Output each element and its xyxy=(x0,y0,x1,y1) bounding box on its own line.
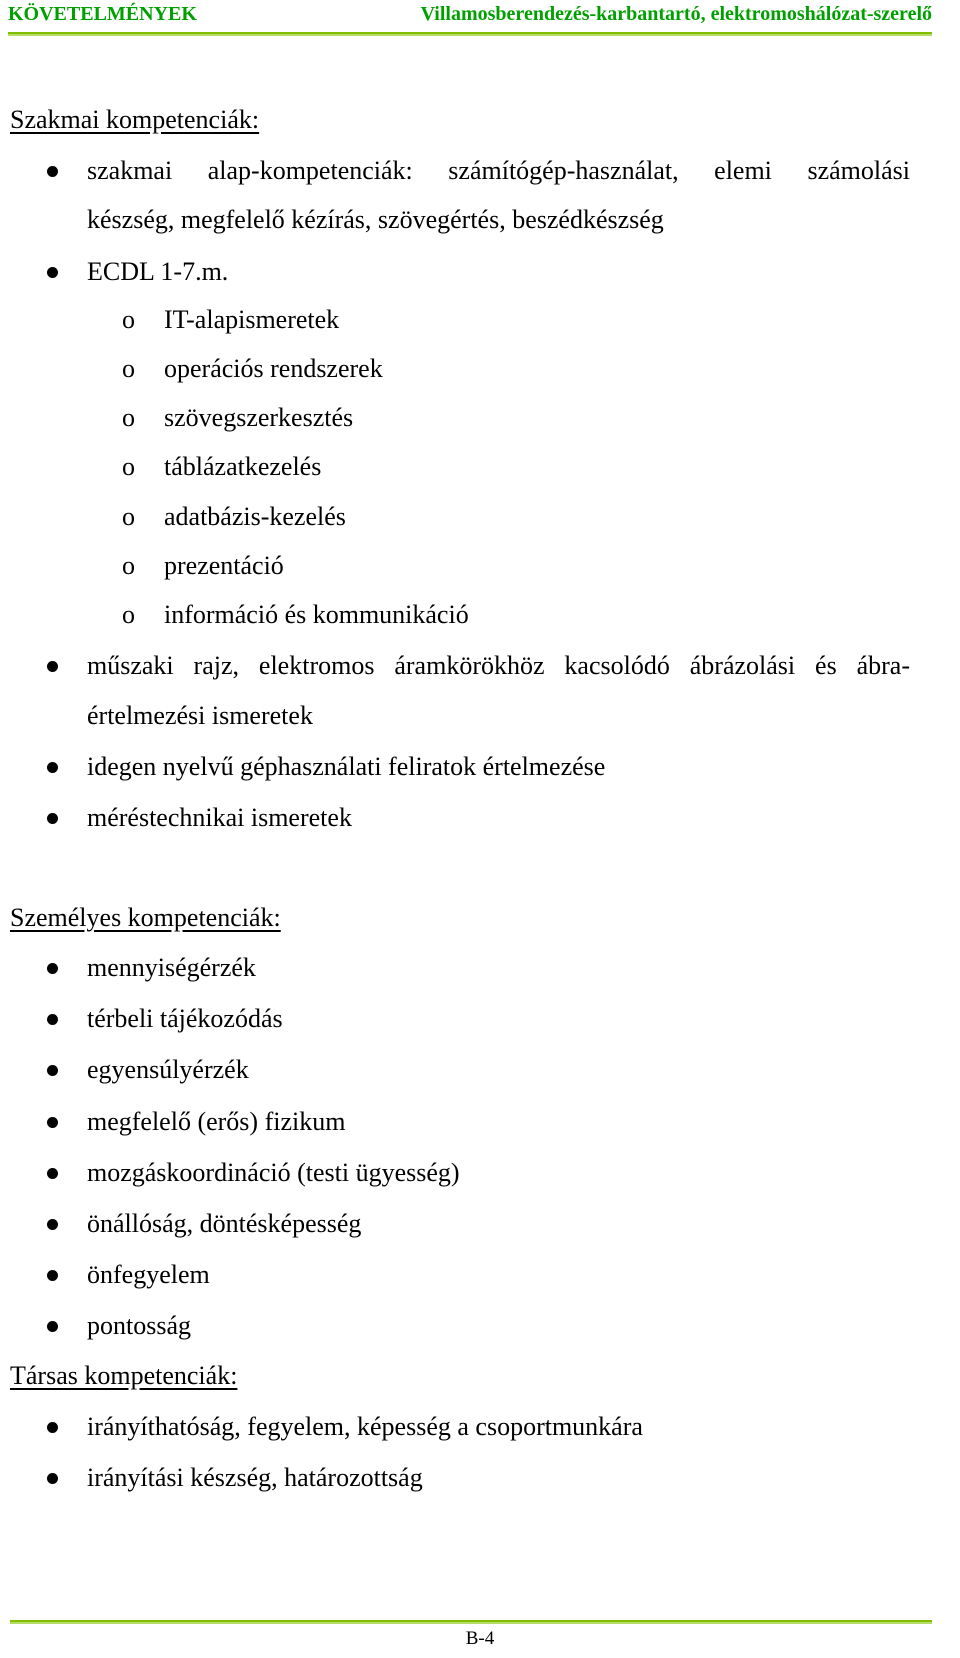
list-item: pontosság xyxy=(87,1311,191,1340)
bullet-icon xyxy=(47,813,58,824)
list-item: irányítási készség, határozottság xyxy=(87,1463,423,1492)
sub-list-item: szövegszerkesztés xyxy=(164,403,354,432)
sub-bullet-icon: o xyxy=(122,403,135,432)
bullet-icon xyxy=(47,1168,58,1179)
section-heading-szemelyes: Személyes kompetenciák: xyxy=(10,903,281,932)
bullet-icon xyxy=(47,1219,58,1230)
bullet-icon xyxy=(47,1321,58,1332)
bullet-icon xyxy=(47,1473,58,1484)
sub-list-item: adatbázis-kezelés xyxy=(164,502,346,531)
bullet-icon xyxy=(47,1065,58,1076)
sub-list-item: operációs rendszerek xyxy=(164,354,383,383)
bullet-icon xyxy=(47,661,58,672)
sub-bullet-icon: o xyxy=(122,305,135,334)
list-item-idegen-nyelvu: idegen nyelvű géphasználati feliratok értelmezése xyxy=(87,752,606,781)
bullet-icon xyxy=(47,963,58,974)
header-rule xyxy=(8,32,932,36)
page-number: B-4 xyxy=(465,1628,495,1649)
bullet-icon xyxy=(47,1117,58,1128)
bullet-icon xyxy=(47,762,58,773)
section-heading-tarsas: Társas kompetenciák: xyxy=(10,1361,238,1390)
sub-list-item: információ és kommunikáció xyxy=(164,600,469,629)
sub-list-item: prezentáció xyxy=(164,551,284,580)
bullet-icon xyxy=(47,166,58,177)
list-item-ecdl: ECDL 1-7.m. xyxy=(87,257,229,286)
list-item-muszaki-rajz-line2: értelmezési ismeretek xyxy=(87,701,313,730)
sub-bullet-icon: o xyxy=(122,354,135,383)
sub-list-item: táblázatkezelés xyxy=(164,452,322,481)
list-item-merestechnika: méréstechnikai ismeretek xyxy=(87,803,352,832)
list-item: irányíthatóság, fegyelem, képesség a csoportmunkára xyxy=(87,1412,643,1441)
list-item-muszaki-rajz-line1: műszaki rajz, elektromos áramkörökhöz kacsolódó ábrázolási és ábra- xyxy=(87,651,910,680)
header-title-left: KÖVETELMÉNYEK xyxy=(8,3,197,25)
header-title-right: Villamosberendezés-karbantartó, elektromoshálózat-szerelő xyxy=(420,3,932,25)
bullet-icon xyxy=(47,1422,58,1433)
bullet-icon xyxy=(47,1270,58,1281)
page-header xyxy=(8,0,932,38)
list-item: önfegyelem xyxy=(87,1260,210,1289)
list-item: megfelelő (erős) fizikum xyxy=(87,1107,346,1136)
list-item-alapkompetenciak-line1: szakmai alap-kompetenciák: számítógép-használat, elemi számolási xyxy=(87,156,910,185)
sub-bullet-icon: o xyxy=(122,600,135,629)
list-item: mennyiségérzék xyxy=(87,953,256,982)
list-item-alapkompetenciak-line2: készség, megfelelő kézírás, szövegértés, beszédkészség xyxy=(87,205,664,234)
sub-bullet-icon: o xyxy=(122,502,135,531)
sub-bullet-icon: o xyxy=(122,452,135,481)
list-item: egyensúlyérzék xyxy=(87,1055,249,1084)
list-item: önállóság, döntésképesség xyxy=(87,1209,362,1238)
list-item: térbeli tájékozódás xyxy=(87,1004,283,1033)
sub-list-item: IT-alapismeretek xyxy=(164,305,340,334)
footer-rule xyxy=(10,1620,932,1624)
bullet-icon xyxy=(47,267,58,278)
list-item: mozgáskoordináció (testi ügyesség) xyxy=(87,1158,460,1187)
sub-bullet-icon: o xyxy=(122,551,135,580)
bullet-icon xyxy=(47,1014,58,1025)
section-heading-szakmai: Szakmai kompetenciák: xyxy=(10,105,260,134)
